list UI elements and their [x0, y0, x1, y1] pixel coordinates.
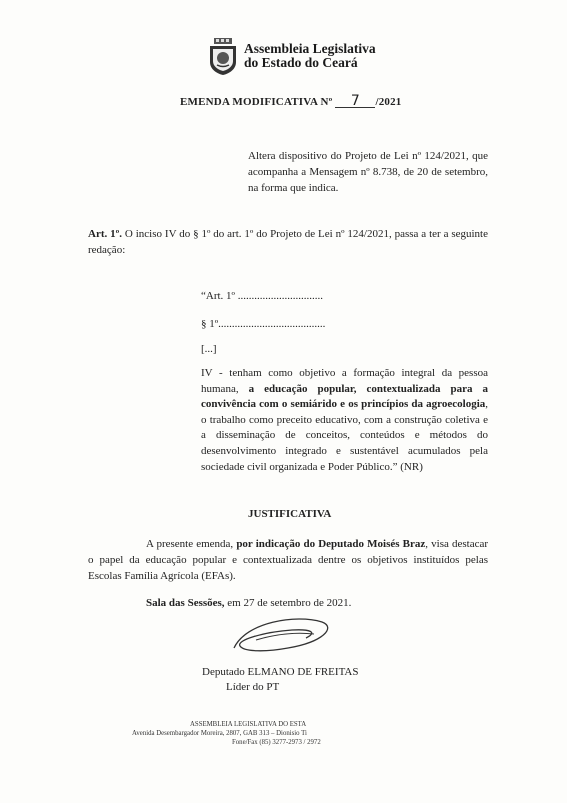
document-title — [180, 93, 402, 109]
footer-line-3: Fone/Fax (85) 3277-2973 / 2972 — [232, 739, 321, 746]
quote-art: “Art. 1º ............................... — [201, 290, 323, 302]
coat-of-arms-logo — [208, 38, 238, 76]
justification-bold-text: por indicação do Deputado Moisés Braz — [236, 538, 426, 550]
justification-title: JUSTIFICATIVA — [248, 508, 332, 520]
organization-name — [244, 42, 376, 70]
justification-text — [88, 536, 488, 584]
session-date: em 27 de setembro de 2021. — [224, 597, 352, 609]
article-1 — [88, 226, 488, 258]
session-date-line — [146, 597, 351, 609]
inciso-text-2: , o trabalho como preceito educativo, com a construção coletiva e a disseminação de conceitos, conteúdos e métodos do desenvolvimento integrado e sustentável acumulados pela sociedade civil organizada e Poder Público.” (NR) — [201, 398, 488, 473]
session-label: Sala das Sessões, — [146, 597, 225, 609]
footer-line-2: Avenida Desembargador Moreira, 2807, GAB 313 – Dionisio Ti — [132, 730, 307, 737]
title-suffix: /2021 — [375, 96, 402, 108]
justification-text-2: , visa destacar o papel da educação popular e contextualizada dentre os objetivos instituídos pelas Escolas Família Agrícola (EFAs). — [88, 538, 489, 582]
ementa-text: Altera dispositivo do Projeto de Lei nº 124/2021, que acompanha a Mensagem nº 8.738, de 20 de setembro, na forma que indica. — [248, 150, 488, 194]
article-1-label: Art. 1º. — [88, 228, 123, 240]
justification-text-1: A presente emenda, — [146, 538, 237, 550]
article-1-text: O inciso IV do § 1º do art. 1º do Projeto de Lei nº 124/2021, passa a ter a seguinte redação: — [88, 228, 488, 256]
quote-ellipsis: [...] — [201, 343, 217, 355]
org-line-1: Assembleia Legislativa — [244, 41, 376, 56]
signer-role: Líder do PT — [226, 681, 280, 693]
title-number: 7 — [335, 96, 375, 108]
signer-name: Deputado ELMANO DE FREITAS — [202, 666, 359, 678]
inciso-text-1: IV - tenham como objetivo a formação integral da pessoa humana, — [201, 367, 488, 395]
title-prefix: EMENDA MODIFICATIVA Nº — [180, 96, 333, 108]
inciso-iv — [201, 366, 488, 475]
org-line-2: do Estado do Ceará — [244, 55, 358, 70]
inciso-bold-text: a educação popular, contextualizada para a convivência com o semiárido e os princípios da agroecologia — [201, 382, 488, 411]
handwritten-signature — [226, 610, 346, 660]
quote-paragraph: § 1º....................................... — [201, 318, 326, 330]
footer-line-1: ASSEMBLEIA LEGISLATIVA DO ESTA — [190, 721, 307, 728]
